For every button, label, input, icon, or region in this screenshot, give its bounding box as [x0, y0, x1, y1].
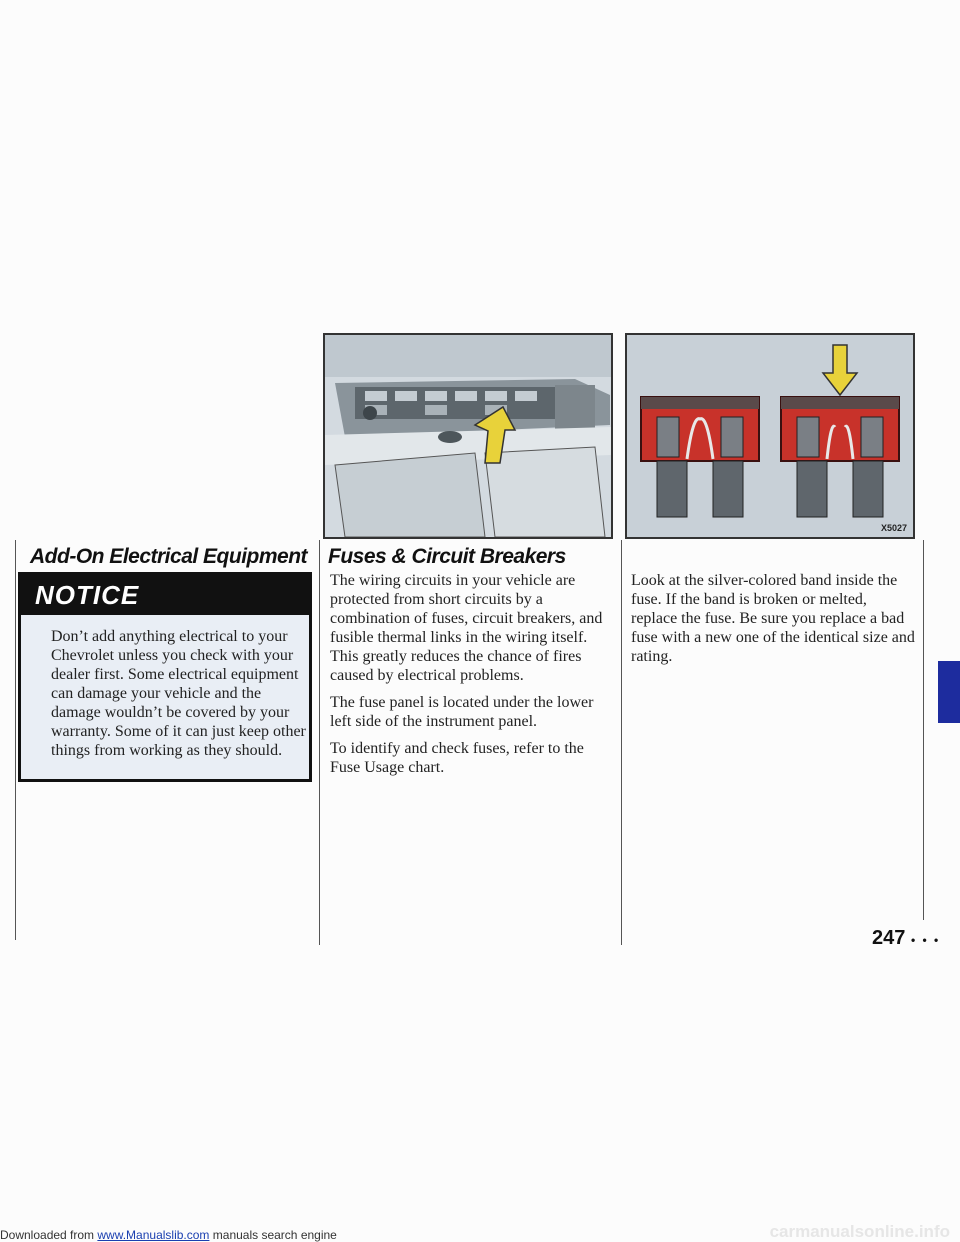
fuses-paragraph-2: The fuse panel is located under the lower left side of the instrument panel. [330, 694, 594, 730]
section-tab [938, 661, 960, 723]
fuse-check-text: Look at the silver-colored band inside the fuse. If the band is broken or melted, replace the fuse. Be sure you replace a bad fuse with a new one of the identical size and rating. [631, 572, 915, 665]
fuses-paragraph-3: To identify and check fuses, refer to the Fuse Usage chart. [330, 740, 584, 776]
footer-suffix: manuals search engine [209, 1228, 337, 1242]
fuses-breakers-heading: Fuses & Circuit Breakers [328, 545, 566, 568]
footer-prefix: Downloaded from [0, 1228, 98, 1242]
page-number-value: 247 [872, 927, 906, 949]
fuses-body-text [330, 571, 618, 785]
fuse-panel-photo [323, 333, 613, 539]
notice-bar [21, 575, 309, 615]
download-footer [0, 1228, 337, 1242]
page-number [872, 927, 940, 950]
column-rule-far-right [923, 540, 924, 920]
column-rule-left [15, 540, 16, 940]
notice-text: Don’t add anything electrical to your Chevrolet unless you check with your dealer first. Some electrical equipment can damage your vehicle and the damage wouldn’t be covered by your warranty. Some of it can just keep other things from working as they should. [51, 628, 306, 759]
manualslib-link[interactable]: www.Manualslib.com [97, 1228, 210, 1242]
notice-box [18, 572, 312, 782]
fuse-panel-illustration [325, 335, 611, 537]
page-number-dots: • • • [910, 933, 941, 947]
figure-code: X5027 [880, 523, 907, 533]
fuses-paragraph-1: The wiring circuits in your vehicle are protected from short circuits by a combination of fuses, circuit breakers, and fusible thermal links in the wiring itself. This greatly reduces the chance of fires caused by electrical problems. [330, 572, 603, 684]
fuse-comparison-photo [625, 333, 915, 539]
column-rule-right [621, 540, 622, 945]
column-rule-middle [319, 540, 320, 945]
site-watermark: carmanualsonline.info [769, 1222, 950, 1241]
add-on-equipment-heading: Add-On Electrical Equipment [30, 545, 308, 568]
fuse-comparison-illustration [627, 335, 913, 537]
notice-label: NOTICE [35, 580, 140, 610]
